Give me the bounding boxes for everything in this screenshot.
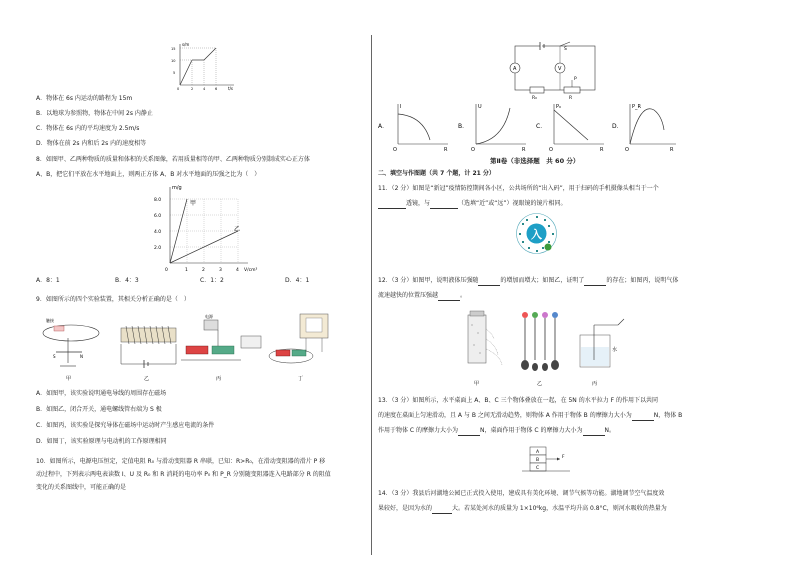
q11-blank-2[interactable] [430,200,458,209]
circuit-r: R [569,96,573,101]
svg-text:R: R [522,147,526,153]
q13-blank-1[interactable] [632,412,654,421]
section-two-heading: 二、填空与作图题（共 7 个题，计 21 分） [378,170,495,177]
q8-ytick: 6.0 [154,214,162,219]
q7-ytick: 15 [171,47,176,51]
q8-stem-line1: 8．如图甲、乙两种物质的质量和体积的关系图像，若用质量相等的甲、乙两种物质分别制成实心正方体 [36,156,310,163]
svg-text:O: O [625,147,629,153]
force-label-f: F [562,455,565,460]
q12-fig-label-bing: 丙 [592,381,598,387]
q8-ytick: 2.0 [154,246,162,251]
q7-option-b: B．以地球为参照物，物体在中间 2s 内静止 [36,110,153,117]
svg-text:S: S [53,354,56,359]
q14-blank-1[interactable] [432,505,452,514]
q7-st-graph [170,40,240,92]
circuit-r0: R₀ [532,96,537,101]
q12-fig-label-jia: 甲 [474,381,480,387]
q9-option-c: C．如图丙，该实验是探究导体在磁场中运动时产生感应电流的条件 [36,422,215,429]
q12-figures [440,305,640,390]
q12-blank-3[interactable] [438,292,460,301]
q10-stem-line1: 10．如图所示，电源电压恒定，定值电阻 R₀ 与滑动变阻器 R 串联，已知：R>R₀，在滑动变阻器的滑片 P 移 [36,458,326,465]
q9-stem: 9．如图所示的四个实验装置，其相关分析正确的是（ ） [36,296,190,303]
fig-solenoid [121,326,176,368]
q7-ytick: 5 [173,71,176,75]
q7-option-d: D．物体在前 2s 内和后 2s 内的速度相等 [36,140,147,147]
svg-text:U: U [478,104,482,110]
svg-text:N: N [80,354,83,359]
svg-text:R: R [444,147,448,153]
q7-ytick: 10 [171,59,176,63]
fig-suction-cups [521,312,559,371]
circuit-voltmeter: V [558,66,562,72]
q8-series-yi: 乙 [234,226,241,233]
svg-text:R: R [600,147,604,153]
q13-line2: 的速度在桌面上匀速滑动，且 A 与 B 之间无滑动趋势，则物体 A 作用于物体 B 的摩擦力大小为 N，物体 B [378,412,683,419]
svg-text:I: I [400,104,402,110]
svg-text:R: R [670,147,674,153]
q7-option-c: C．物体在 6s 内的平均速度为 2.5m/s [36,125,140,132]
svg-text:C．: C． [536,123,547,130]
q13-line3: 作用于物体 C 的摩擦力大小为 N，桌面作用于物体 C 的摩擦力大小为 N。 [378,427,616,434]
svg-text:电源: 电源 [205,314,213,319]
q9-fig-label-jia: 甲 [66,376,72,382]
qr-center-text: 入 [531,228,542,241]
q13-stacked-blocks [520,445,580,479]
q8-ylabel: m/g [172,185,182,191]
q12-fig-label-yi: 乙 [537,381,543,387]
q10-circuit-diagram [500,40,610,101]
q9-fig-label-ding: 丁 [298,376,304,382]
q8-option-d: D．4：1 [285,277,310,284]
graph-a [378,104,448,153]
q7-xtick: 2 [191,87,194,91]
q7-option-a: A．物体在 6s 内运动的路程为 15m [36,95,133,102]
qr-code [514,211,559,256]
q9-option-d: D．如图丁，该实验原理与电动机的工作原理相同 [36,438,167,445]
q11-line2: 透镜，与 （选填“近”或“远”）视眼镜的镜片相同。 [378,200,566,209]
q8-xtick: 0 [165,268,168,273]
block-label-a: A [536,450,540,455]
q11-blank-1[interactable] [378,200,406,209]
svg-text:A．: A． [378,123,389,130]
svg-text:D．: D． [612,123,623,130]
q8-ytick: 8.0 [154,198,162,203]
q10-option-graphs [378,100,678,152]
q10-stem-line2: 动过程中，下列表示两电表读数 I、U 及 R₀ 和 R 消耗的电功率 P₀ 和 P_R 分别随变阻器连入电路部分 R 的阻值 [36,471,331,478]
circuit-switch: S [564,47,567,52]
q7-xtick: 6 [215,87,218,91]
q12-line1: 12．（3 分）如图甲，说明液体压强随 的增加而增大；如图乙，证明了 的存在；如图丙，说明气体 [378,277,679,284]
graph-b [458,104,526,153]
block-label-b: B [536,458,540,463]
svg-text:O: O [393,147,397,153]
fig-beaker-straw [580,319,624,367]
q12-blank-1[interactable] [478,277,500,286]
q12-water-label: 水 [612,347,618,353]
svg-text:O: O [471,147,475,153]
svg-text:触接: 触接 [46,318,54,323]
graph-d [612,104,676,153]
q14-line1: 14．（3 分）我县后河湖地公园已正式投入使用，建成具有美化环境、调节气候等功能。湖地调节空气温度效 [378,490,665,497]
svg-text:B．: B． [458,123,469,130]
q13-line1: 13．（3 分）如图所示，水平桌面上 A、B、C 三个物体叠放在一起，在 5N 的水平拉力 F 的作用下以共同 [378,397,658,404]
q7-xtick: 4 [203,87,206,91]
q10-stem-line3: 变化的关系图线中，可能正确的是 [36,484,127,491]
q14-line2: 果较好，是因为水的 大。若某处河水的质量为 1×10⁶kg，水温平均升高 0.8°C，则河水吸收的热量为 [378,505,667,512]
fig-pressure-can [468,311,502,365]
q9-experiment-figures [36,308,361,383]
q8-xlabel: V/cm³ [244,268,258,273]
column-divider [371,35,372,555]
q8-stem-line2: A、B，把它们平放在水平地面上，则两正方体 A、B 对水平地面的压强之比为（ ） [36,171,261,178]
q8-mv-graph [150,183,260,273]
q7-xtick: 0 [177,87,180,91]
q12-line2: 流速越快的位置压强越 。 [378,292,467,299]
q8-ytick: 4.0 [154,230,162,235]
fig-oersted-experiment [43,317,99,366]
q8-xtick: 1 [185,268,188,273]
q8-xtick: 2 [202,268,205,273]
q8-option-c: C．1：2 [200,277,224,284]
q12-blank-2[interactable] [584,277,606,286]
circuit-slider-p: P [574,77,577,82]
q9-fig-label-yi: 乙 [144,376,150,382]
q8-xtick: 4 [236,268,239,273]
q9-option-a: A．如图甲，该实验说明通电导线的周围存在磁场 [36,390,167,397]
q8-series-jia: 甲 [190,200,197,207]
graph-c [536,104,604,153]
q8-option-a: A．8：1 [36,277,60,284]
svg-text:O: O [549,147,553,153]
q9-option-b: B．如图乙，闭合开关，通电螺线管右端为 S 极 [36,406,162,413]
q7-ylabel: s/m [182,42,190,47]
svg-text:P_R: P_R [632,104,641,110]
q7-xlabel: t/s [228,86,233,91]
circuit-ammeter: A [513,66,517,72]
q8-option-b: B．4：3 [115,277,139,284]
fig-generator-setup [269,314,328,363]
fig-electromagnetic-induction [181,313,261,360]
q13-blank-3[interactable] [583,427,605,436]
q9-fig-label-bing: 丙 [216,376,222,382]
q8-xtick: 3 [219,268,222,273]
volume-two-title: 第Ⅱ卷（非选择题 共 60 分） [490,157,580,165]
block-label-c: C [536,466,540,471]
q11-line1: 11．（2 分）如图是“新冠”疫情防控期间各小区，公共场所的“出入码”，用于扫码的手机摄像头相当于一个 [378,185,659,192]
q13-blank-2[interactable] [458,427,480,436]
svg-text:P₀: P₀ [556,104,562,110]
